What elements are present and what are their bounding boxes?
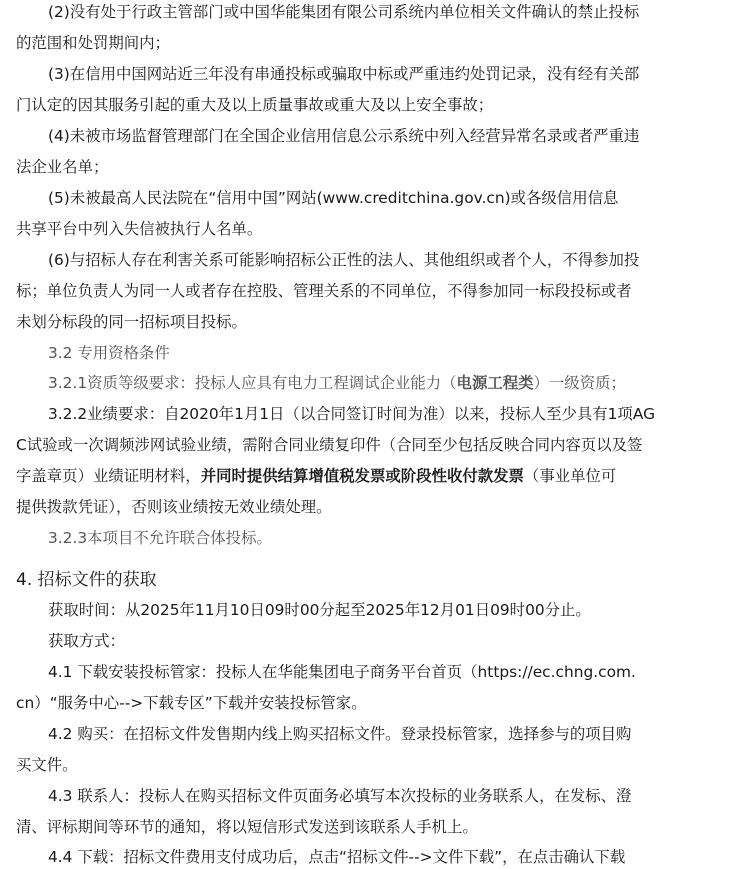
clause-5-line-2: 共享平台中列入失信被执行人名单。 bbox=[16, 220, 263, 238]
clause-3-line-1: (3)在信用中国网站近三年没有串通投标或骗取中标或严重违约处罚记录，没有经有关部 bbox=[48, 65, 640, 83]
clause-4-4-line-1: 4.4 下载：招标文件费用支付成功后，点击“招标文件-->文件下载”，在点击确认下载 bbox=[48, 848, 626, 866]
clause-3-2-1-emphasis: 电源工程类 bbox=[456, 374, 534, 392]
clause-2-line-2: 的范围和处罚期间内； bbox=[16, 34, 170, 52]
clause-4-1-line-2: cn）“服务中心-->下载专区”下载并安装投标管家。 bbox=[16, 694, 367, 712]
clause-4-3-line-2: 清、评标期间等环节的通知，将以短信形式发送到该联系人手机上。 bbox=[16, 818, 478, 836]
clause-6-line-3: 未划分标段的同一招标项目投标。 bbox=[16, 313, 247, 331]
clause-3-2-2-line-3: 字盖章页）业绩证明材料，并同时提供结算增值税发票或阶段性收付款发票（事业单位可 bbox=[16, 467, 617, 485]
clause-3-2-2-line-4: 提供拨款凭证），否则该业绩按无效业绩处理。 bbox=[16, 498, 332, 516]
clause-4-2-line-2: 买文件。 bbox=[16, 756, 78, 774]
clause-3-2-2-line-2: C试验或一次调频涉网试验业绩，需附合同业绩复印件（合同至少包括反映合同内容页以及签 bbox=[16, 436, 643, 454]
clause-5-line-1: (5)未被最高人民法院在“信用中国”网站(www.creditchina.gov.cn)或各级信用信息 bbox=[48, 189, 619, 207]
clause-6-line-1: (6)与招标人存在利害关系可能影响招标公正性的法人、其他组织或者个人，不得参加投 bbox=[48, 251, 640, 269]
clause-3-2-2-line-1: 3.2.2业绩要求：自2020年1月1日（以合同签订时间为准）以来，投标人至少具有1项AG bbox=[48, 405, 655, 423]
clause-4-line-2: 法企业名单； bbox=[16, 158, 109, 176]
clause-4-line-1: (4)未被市场监督管理部门在全国企业信用信息公示系统中列入经营异常名录或者严重违 bbox=[48, 127, 640, 145]
clause-3-2-1: 3.2.1资质等级要求：投标人应具有电力工程调试企业能力（电源工程类）一级资质； bbox=[48, 374, 626, 392]
clause-3-2-2-emphasis: 并同时提供结算增值税发票或阶段性收付款发票 bbox=[200, 467, 524, 485]
clause-2-line-1: (2)没有处于行政主管部门或中国华能集团有限公司系统内单位相关文件确认的禁止投标 bbox=[48, 3, 640, 21]
acquisition-time: 获取时间：从2025年11月10日09时00分起至2025年12月01日09时00分止。 bbox=[48, 601, 591, 619]
clause-6-line-2: 标；单位负责人为同一人或者存在控股、管理关系的不同单位，不得参加同一标段投标或者 bbox=[16, 282, 632, 300]
clause-3-2-3: 3.2.3本项目不允许联合体投标。 bbox=[48, 529, 272, 547]
clause-4-3-line-1: 4.3 联系人：投标人在购买招标文件页面务必填写本次投标的业务联系人，在发标、澄 bbox=[48, 787, 632, 805]
clause-4-2-line-1: 4.2 购买：在招标文件发售期内线上购买招标文件。登录投标管家，选择参与的项目购 bbox=[48, 725, 632, 743]
acquisition-method: 获取方式： bbox=[48, 632, 125, 650]
clause-4-1-line-1: 4.1 下载安装投标管家：投标人在华能集团电子商务平台首页（https://ec.chng.com. bbox=[48, 663, 636, 681]
section-4-heading: 4. 招标文件的获取 bbox=[16, 570, 157, 590]
section-3-2-title: 3.2 专用资格条件 bbox=[48, 344, 170, 362]
clause-3-line-2: 门认定的因其服务引起的重大及以上质量事故或重大及以上安全事故； bbox=[16, 96, 494, 114]
